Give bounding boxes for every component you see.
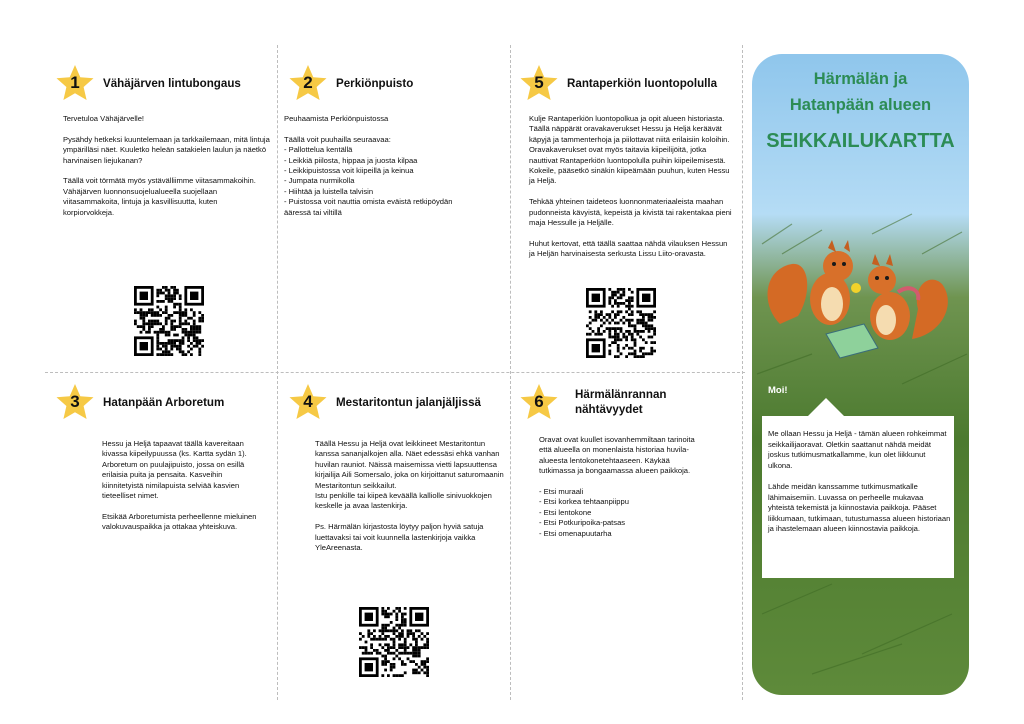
panel-number: 1 [70, 73, 80, 92]
panel-text: Täällä Hessu ja Heljä ovat leikkineet Mestaritontun kanssa sananjalkojen alla. Näet edessäsi ehkä vanhan huvilan rauniot. Näissä maisemissa vietti lapsuuttensa kirjailija Aili Somersalo, joka on kirjoittanut saturomaanin Mestaritontun seikkailut. Istu penkille tai kiipeä keväällä kalliolle sinivuokkojen keskelle ja avaa lastenkirja. Ps. Härmälän kirjastosta löytyy paljon hyviä satuja luettavaksi tai voit kuunnella lastenkirjoja vaikka YleAreenasta. [315, 439, 504, 553]
panel-text: Tervetuloa Vähäjärvelle! Pysähdy hetkeksi kuuntelemaan ja tarkkailemaan, mitä lintuja ympärilläsi näet. Kuuletko heleän satakielen laulun ja näetkö harvinaisen liejukanan? Täällä voit törmätä myös ystävälliimme viitasammakoihin. Vähäjärven luonnonsuojelualueella suojellaan viitasammakoita, lintuja ja kasvillisuutta, kuten korpiorvokkeja. [63, 114, 270, 217]
qr-code[interactable] [359, 607, 429, 677]
panel-title: Rantaperkiön luontopolulla [567, 76, 718, 90]
panel-title: Perkiönpuisto [336, 76, 414, 90]
greeting: Moi! [768, 385, 788, 396]
panel-header [55, 64, 270, 102]
star-icon [288, 64, 328, 102]
fold-line-horizontal [45, 372, 745, 373]
cover-main-title: SEIKKAILUKARTTA [766, 130, 955, 152]
panel-title: Härmälänrannan nähtävyydet [575, 388, 667, 416]
panel-4 [288, 383, 503, 553]
panel-3 [55, 383, 270, 533]
star-icon [288, 383, 328, 421]
panel-title: Vähäjärven lintubongaus [103, 76, 241, 90]
panel-header [288, 383, 503, 421]
panel-number: 2 [303, 73, 313, 92]
panel-number: 6 [534, 392, 544, 411]
star-icon [519, 383, 559, 421]
cover-card [752, 54, 969, 695]
panel-6 [519, 383, 734, 539]
panel-2 [284, 64, 503, 218]
squirrels-illustration [752, 54, 969, 695]
panel-header [55, 383, 270, 421]
panel-5 [519, 64, 734, 260]
panel-number: 3 [70, 392, 80, 411]
squirrel-helja [868, 254, 948, 340]
star-icon [55, 64, 95, 102]
qr-code[interactable] [134, 286, 204, 356]
star-icon [519, 64, 559, 102]
panel-header [519, 64, 734, 102]
panel-text: Hessu ja Heljä tapaavat täällä kavereitaan kivassa kiipeilypuussa (ks. Kartta sydän 1). Arboretum on puulajipuisto, jossa on esillä erilaisia puita ja pensaita. Kasveihin kiinnitetyistä nimilapuista selviää kasvien tieteelliset nimet. Etsikää Arboretumista perheellenne mieluinen valokuvauspaikka ja ottakaa yhteiskuva. [102, 439, 257, 532]
panel-title: Hatanpään Arboretum [103, 395, 225, 409]
panel-number: 4 [303, 392, 313, 411]
panel-text: Peuhaamista Perkiönpuistossa Täällä voit puuhailla seuraavaa: - Pallottelua kentällä - Leikkiä piilosta, hippaa ja juosta kilpaa - Leikkipuistossa voit kiipeillä ja keinua - Jumpata nurmikolla - Hiihtää ja luistella talvisin - Puistossa voit nauttia omista eväistä retkipöydän ääressä tai viltillä [284, 114, 453, 217]
star-icon [55, 383, 95, 421]
cover-title-line1: Härmälän ja [813, 70, 908, 88]
panel-number: 5 [534, 73, 544, 92]
panel-text: Kulje Rantaperkiön luontopolkua ja opit alueen historiasta. Täällä näppärät oravakaverukset Hessu ja Heljä keräävät käpyjä ja tammenterhoja ja piilottavat niitä erilaisiin koloihin. Oravakaverukset ovat myös taitavia kiipeilijöitä, jotka nauttivat Rantaperkiön luontopolulla puihin kiipeilemisestä. Kokeile, pääsetkö sinäkin kiipeämään puuhun, kuten Hessu ja Heljä. Tehkää yhteinen taideteos luonnonmateriaaleista maahan pudonneista kävyistä, kepeistä ja kivistä tai rakentakaa pieni maja Hessulle ja Heljälle. Huhut kertovat, että täällä saattaa nähdä vilauksen Hessun ja Heljän harvinaisesta serkusta Lissu Liito-oravasta. [529, 114, 732, 259]
panel-header [519, 383, 734, 421]
squirrel-hessu [768, 240, 862, 325]
panel-title: Mestaritontun jalanjäljissä [336, 395, 481, 409]
speech-bubble-text: Me ollaan Hessu ja Heljä - tämän alueen rohkeimmat seikkailijaoravat. Oletkin saattanut nähdä meidät joskus tutkimusmatkallamme, kun olet liikkunut ulkona. Lähde meidän kanssamme tutkimusmatkalle lähimaisemiin. Luvassa on perheelle mukavaa yhteistä tekemistä ja kiinnostavia paikkoja. Pääset liikkumaan, tutkimaan, tutustumassa alueen historiaan ja ihastelemaan alueen kiinnostavia paikkoja. [768, 429, 951, 534]
cover-title-line2: Hatanpään alueen [789, 96, 932, 114]
panel-1 [55, 64, 270, 218]
qr-code[interactable] [586, 288, 656, 358]
panel-text: Oravat ovat kuullet isovanhemmiltaan tarinoita että alueella on monenlaista historiaa huvila-alueesta lentokonetehtaaseen. Käykää tutkimassa ja bongaamassa alueen paikkoja. - Etsi muraali - Etsi korkea tehtaanpiippu - Etsi lentokone - Etsi Potkuripoika-patsas - Etsi omenapuutarha [539, 435, 695, 538]
panel-header [288, 64, 503, 102]
speech-bubble-tip [808, 398, 844, 416]
